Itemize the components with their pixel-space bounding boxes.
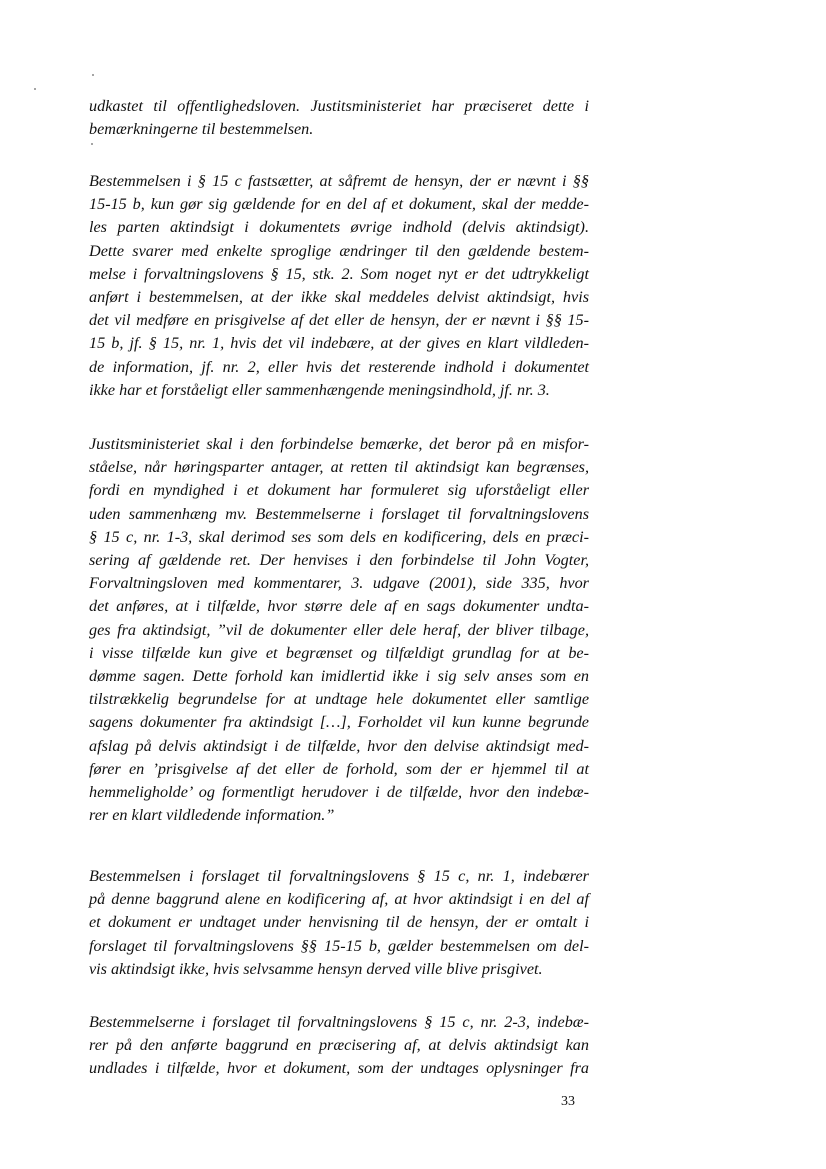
scan-speck [34,88,36,90]
paragraph-nr-1 [89,865,589,981]
text-line: 15 b, jf. § 15, nr. 1, hvis det vil indebære, at der gives en klart vildleden- [89,334,589,353]
text-line: ståelse, når høringsparter antager, at retten til aktindsigt kan begrænses, [89,458,589,477]
text-line: hemmeligholde’ og formentligt herudover i de tilfælde, hvor den indebæ- [89,783,589,802]
paragraph-justitsministeriet [89,433,589,827]
page-number: 33 [561,1094,575,1109]
text-line: afslag på delvis aktindsigt i de tilfælde, hvor den delvise aktindsigt med- [89,736,589,755]
text-line: det vil medføre en prisgivelse af det eller de hensyn, der er nævnt i §§ 15- [89,311,589,330]
text-line: fordi en myndighed i et dokument har formuleret sig uforståeligt eller [89,481,589,500]
text-line: Bestemmelsen i forslaget til forvaltningslovens § 15 c, nr. 1, indebærer [89,867,589,885]
text-line: 15-15 b, kun gør sig gældende for en del af et dokument, skal der medde- [89,195,589,214]
text-line: tilstrækkelig begrundelse for at undtage hele dokumentet eller samtlige [89,690,589,709]
text-line: Forvaltningsloven med kommentarer, 3. udgave (2001), side 335, hvor [89,574,589,593]
paragraph-nr-2-3 [89,1011,589,1081]
text-line: udkastet til offentlighedsloven. Justitsministeriet har præciseret dette i [89,97,589,115]
text-line: les parten aktindsigt i dokumentets øvrige indhold (delvis aktindsigt). [89,218,589,237]
text-line: på denne baggrund alene en kodificering af, at hvor aktindsigt i en del af [89,890,589,909]
text-line: bemærkningerne til bestemmelsen. [89,120,314,139]
scan-speck [92,74,94,76]
text-line: rer på den anførte baggrund en præcisering af, at delvis aktindsigt kan [89,1036,589,1055]
text-line: Dette svarer med enkelte sproglige ændringer til den gældende bestem- [89,241,589,260]
text-line: det anføres, at i tilfælde, hvor større dele af en sags dokumenter undta- [89,597,589,616]
text-line: ges fra aktindsigt, ”vil de dokumenter eller dele heraf, der bliver tilbage, [89,620,589,639]
paragraph-continuation [89,95,589,141]
text-line: fører en ’prisgivelse af det eller de forhold, som der er hjemmel til at [89,759,589,778]
paragraph-section-15c [89,170,589,402]
text-line: rer en klart vildledende information.” [89,806,335,825]
text-line: dømme sagen. Dette forhold kan imidlertid ikke i sig selv anses som en [89,667,589,686]
text-line: i visse tilfælde kun give et begrænset og tilfældigt grundlag for at be- [89,643,589,662]
text-line: uden sammenhæng mv. Bestemmelserne i forslaget til forvaltningslovens [89,504,589,523]
text-line: sagens dokumenter fra aktindsigt […], Forholdet vil kun kunne begrunde [89,713,589,732]
text-line: § 15 c, nr. 1-3, skal derimod ses som dels en kodificering, dels en præci- [89,527,589,546]
text-line: de information, jf. nr. 2, eller hvis det resterende indhold i dokumentet [89,357,589,376]
text-line: melse i forvaltningslovens § 15, stk. 2. Som noget nyt er det udtrykkeligt [89,264,589,283]
text-line: Bestemmelserne i forslaget til forvaltningslovens § 15 c, nr. 2-3, indebæ- [89,1013,589,1031]
text-line: ikke har et forståeligt eller sammenhængende meningsindhold, jf. nr. 3. [89,380,550,399]
text-line: anført i bestemmelsen, at der ikke skal meddeles delvist aktindsigt, hvis [89,288,589,307]
text-line: Bestemmelsen i § 15 c fastsætter, at såfremt de hensyn, der er nævnt i §§ [89,172,589,190]
text-line: Justitsministeriet skal i den forbindelse bemærke, det beror på en misfor- [89,435,589,453]
text-line: et dokument er undtaget under henvisning til de hensyn, der er omtalt i [89,913,589,932]
text-line: undlades i tilfælde, hvor et dokument, som der undtages oplysninger fra [89,1059,589,1078]
text-line: forslaget til forvaltningslovens §§ 15-15 b, gælder bestemmelsen om del- [89,936,589,955]
text-line: sering af gældende ret. Der henvises i den forbindelse til John Vogter, [89,551,589,570]
text-line: vis aktindsigt ikke, hvis selvsamme hensyn derved ville blive prisgivet. [89,959,543,978]
scan-speck [91,143,93,145]
